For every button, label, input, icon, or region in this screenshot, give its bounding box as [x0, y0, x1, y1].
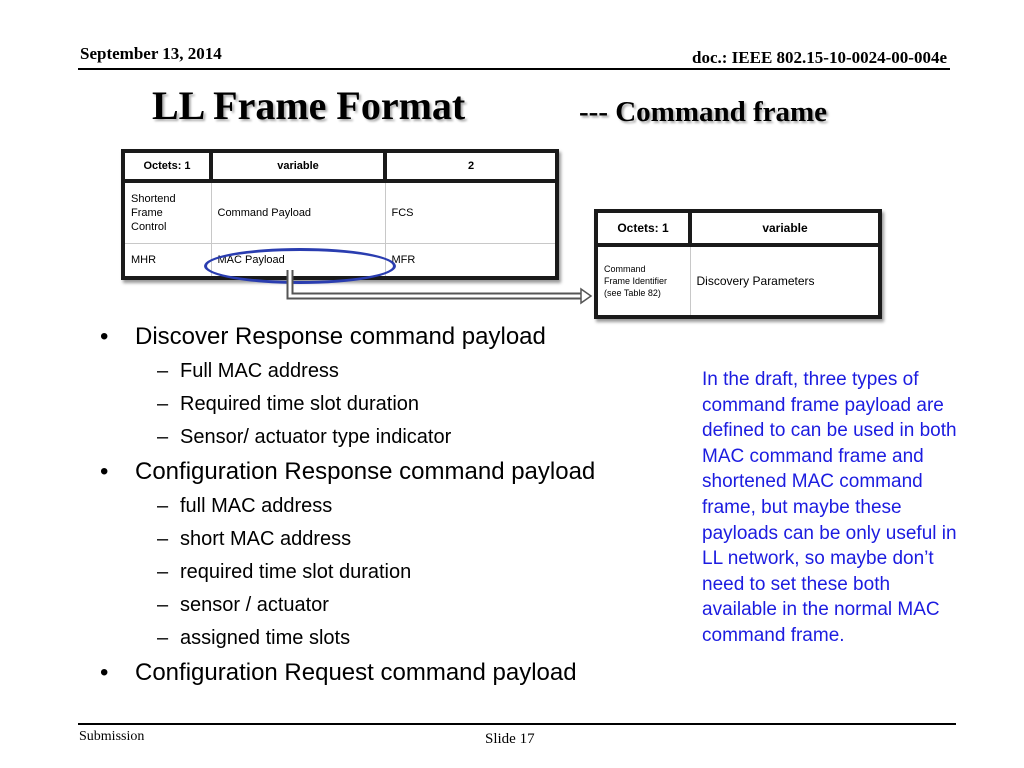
bullet-item [100, 457, 700, 487]
table-row [123, 181, 557, 244]
bullet-text: Configuration Response command payload [135, 458, 596, 485]
header-doc-id: doc.: IEEE 802.15-10-0024-00-004e [692, 48, 947, 67]
bullet-dot-icon: • [100, 659, 109, 686]
bullet-item [100, 322, 700, 352]
sub-bullet-text: Sensor/ actuator type indicator [180, 426, 452, 448]
dash-icon: – [157, 495, 169, 517]
dash-icon: – [157, 627, 169, 649]
table-cell: MHR [131, 254, 157, 266]
sub-bullet-item [100, 559, 700, 585]
footer-divider [78, 723, 956, 725]
dash-icon: – [157, 528, 169, 550]
sub-bullet-item [100, 493, 700, 519]
bullet-dot-icon: • [100, 323, 109, 350]
sub-bullet-item [100, 625, 700, 651]
table-cell: MAC Payload [211, 244, 385, 279]
table-cell: Octets: 1 [123, 151, 211, 181]
table-cell: Shortend Frame Control [123, 181, 211, 244]
table-cell: variable [690, 211, 880, 245]
dash-icon: – [157, 360, 169, 382]
sub-bullet-text: full MAC address [180, 495, 333, 517]
table-row [596, 245, 880, 317]
slide-subtitle: --- Command frame [579, 96, 828, 128]
bullet-list [100, 322, 700, 694]
table-cell: Command Payload [211, 181, 385, 244]
bullet-text: Discover Response command payload [135, 323, 546, 350]
side-note: In the draft, three types of command frame payload are defined to can be used in both MAC command frame and shortened MAC command frame, but maybe these payloads can be only useful in LL network, so maybe don’t need to set these both available in the normal MAC command frame. [702, 369, 957, 646]
table-cell: Command Frame Identifier (see Table 82) [604, 264, 668, 298]
table-cell: FCS [385, 181, 557, 244]
slide-title: LL Frame Format [152, 83, 466, 128]
table-cell: 2 [385, 151, 557, 181]
table-header-row [123, 151, 557, 181]
bullet-text: Configuration Request command payload [135, 659, 577, 686]
sub-bullet-text: required time slot duration [180, 561, 412, 583]
header-date: September 13, 2014 [80, 44, 222, 63]
table-cell: variable [211, 151, 385, 181]
dash-icon: – [157, 426, 169, 448]
sub-bullet-item [100, 358, 700, 384]
sub-bullet-text: Required time slot duration [180, 393, 420, 415]
sub-bullet-item [100, 391, 700, 417]
dash-icon: – [157, 561, 169, 583]
footer-slide-number: Slide 17 [485, 731, 535, 747]
bullet-item [100, 658, 700, 688]
sub-bullet-text: sensor / actuator [180, 594, 329, 616]
table-cell: MFR [385, 244, 557, 279]
sub-bullet-item [100, 592, 700, 618]
sub-bullet-text: Full MAC address [180, 360, 339, 382]
sub-bullet-text: assigned time slots [180, 627, 351, 649]
table-header-row [596, 211, 880, 245]
table-cell: Octets: 1 [596, 211, 690, 245]
sub-bullet-item [100, 424, 700, 450]
command-payload-table [594, 209, 882, 319]
footer-submission: Submission [79, 729, 145, 744]
table-cell: Discovery Parameters [690, 245, 880, 317]
header-divider [78, 68, 950, 70]
dash-icon: – [157, 393, 169, 415]
sub-bullet-text: short MAC address [180, 528, 352, 550]
sub-bullet-item [100, 526, 700, 552]
arrow-connector-icon [285, 270, 595, 310]
dash-icon: – [157, 594, 169, 616]
bullet-dot-icon: • [100, 458, 109, 485]
